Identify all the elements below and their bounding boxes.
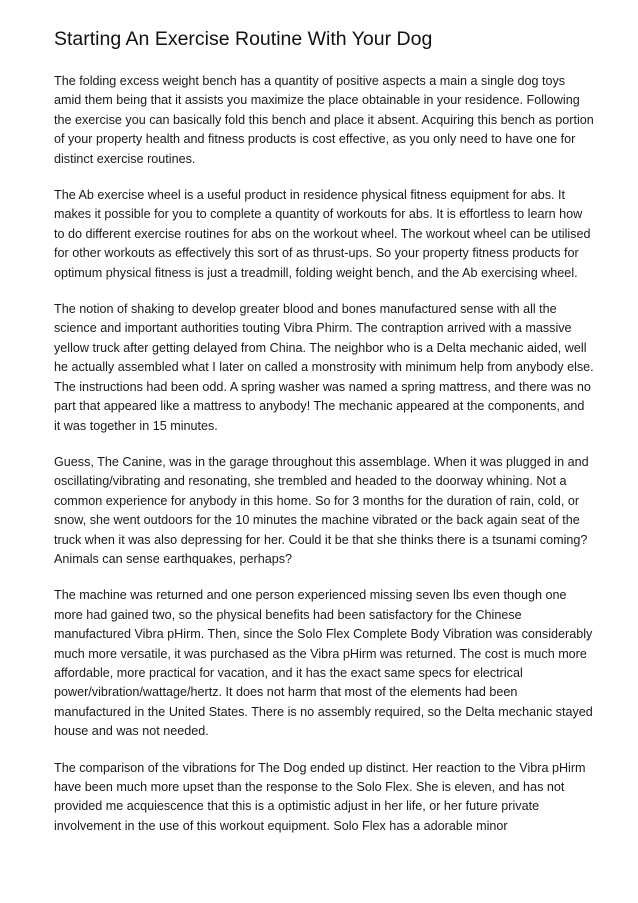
paragraph-4: Guess, The Canine, was in the garage throughout this assemblage. When it was plugged in and oscillating/vibrating and resonating, she trembled and headed to the doorway whining. Not a common experience for anybody in this home. So for 3 months for the duration of rain, cold, or snow, she went outdoors for the 10 minutes the machine vibrated or the back again seat of the truck when it was also depressing for her. Could it be that she thinks there is a tsunami coming? Animals can sense earthquakes, perhaps? xyxy=(54,454,589,566)
paragraph-2: The Ab exercise wheel is a useful product in residence physical fitness equipment for abs. It makes it possible for you to complete a quantity of workouts for abs. It is effortless to learn how to do different exercise routines for abs on the workout wheel. The workout wheel can be utilised for other workouts as effectively this sort of as thrust-ups. So your property fitness products for optimum physical fitness is just a treadmill, folding weight bench, and the Ab exercising wheel. xyxy=(54,188,591,280)
paragraph-5: The machine was returned and one person experienced missing seven lbs even though one more had gained two, so the physical benefits had been satisfactory for the Chinese manufactured Vibra pHirm. Then, since the Solo Flex Complete Body Vibration was considerably much more versatile, it was purchased as the Vibra pHirm was returned. The cost is much more affordable, more practical for vacation, and it has the exact same specs for electrical power/vibration/wattage/hertz. It does not harm that most of the elements had been manufactured in the United States. There is no assembly required, so the Delta mechanic stayed house and was not needed. xyxy=(54,588,593,739)
paragraph-3: The notion of shaking to develop greater blood and bones manufactured sense with all the science and important authorities touting Vibra Phirm. The contraption arrived with a massive yellow truck after getting delayed from China. The neighbor who is a Delta mechanic aided, well he actually assembled what I later on called a monstrosity with minimum help from anybody else. The instructions had been odd. A spring washer was named a spring mattress, and there was no part that appeared like a mattress to anybody! The mechanic appeared at the components, and it was together in 15 minutes. xyxy=(54,302,594,433)
paragraph-1: The folding excess weight bench has a quantity of positive aspects a main a single dog toys amid them being that it assists you maximize the place obtainable in your residence. Following the exercise you can basically fold this bench and place it absent. Acquiring this bench as portion of your property health and fitness products is cost effective, as you only need to have one for distinct exercise routines. xyxy=(54,74,594,166)
paragraph-6: The comparison of the vibrations for The Dog ended up distinct. Her reaction to the Vibra pHirm have been much more upset than the response to the Solo Flex. She is eleven, and has not provided me acquiescence that this is a optimistic adjust in her life, or her future private involvement in the use of this workout equipment. Solo Flex has a adorable minor xyxy=(54,760,586,833)
page-title: Starting An Exercise Routine With Your Dog xyxy=(54,28,433,50)
